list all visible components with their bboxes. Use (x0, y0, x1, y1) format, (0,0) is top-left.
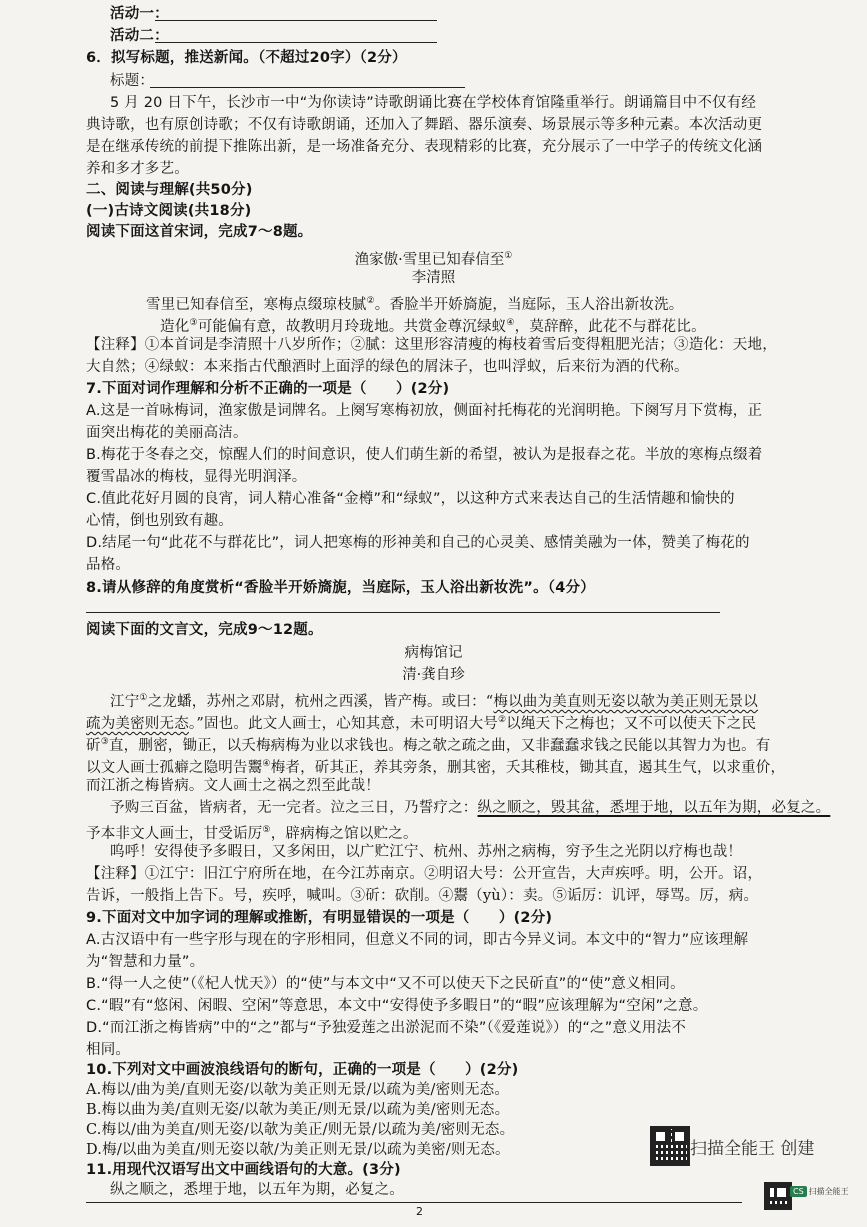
scanner-badge: CS 扫描全能王 (790, 1186, 849, 1197)
news-paragraph-line: 5 月 20 日下午，长沙市一中“为你读诗”诗歌朗诵比赛在学校体育馆隆重举行。朗诵篇目中不仅有经 (110, 95, 757, 111)
prose-line: 呜呼！安得使予多暇日，又多闲田，以广贮江宁、杭州、苏州之病梅，穷予生之光阴以疗梅也哉！ (110, 844, 743, 860)
reading-intro: 阅读下面的文言文，完成9～12题。 (86, 622, 323, 638)
option-b-cont: 覆雪晶冰的梅枝，显得光明润泽。 (86, 469, 307, 485)
question-8-stem: 8.请从修辞的角度赏析“香脸半开娇旖旎，当庭际，玉人浴出新妆洗”。（4分） (86, 579, 595, 596)
question-7-stem: 7.下面对词作理解和分析不正确的一项是（ ）(2分) (86, 381, 450, 397)
option-b: B.梅花于冬春之交，惊醒人们的时间意识，使人们萌生新的希望，被认为是报春之花。半放的寒梅点缀着 (86, 447, 763, 463)
option-d-cont: 相同。 (86, 1042, 131, 1058)
option-c: C.梅以/曲为美直/则无姿/以欹为美正/则无景/以疏为美/密则无态。 (86, 1122, 515, 1138)
option-d-cont: 品格。 (86, 557, 131, 573)
answer-line (150, 87, 465, 88)
activity-one-label: 活动一： (110, 6, 169, 22)
option-d: D.“而江浙之梅皆病”中的“之”都与“予独爱莲之出淤泥而不染”（《爱莲说》）的“之”意义用法不 (86, 1020, 687, 1036)
option-a-cont: 面突出梅花的美丽高洁。 (86, 425, 248, 441)
prose-line: 而江浙之梅皆病。文人画士之祸之烈至此哉！ (86, 778, 380, 794)
option-a: A.古汉语中有一些字形与现在的字形相同，但意义不同的词，即古今异义词。本文中的“智力”应该理解 (86, 932, 749, 948)
poem-title: 渔家傲·雪里已知春信至① (354, 251, 513, 268)
poem-line: 雪里已知春信至，寒梅点缀琼枝腻②。香脸半开娇旖旎，当庭际，玉人浴出新妆洗。 (146, 296, 684, 313)
prose-title: 病梅馆记 (404, 645, 463, 661)
question-11-stem: 11.用现代汉语写出文中画线语句的大意。(3分) (86, 1162, 401, 1178)
prose-notes: 告诉，一般指上告下。号，疾呼，喊叫。③斫：砍削。④鬻（yù）：卖。⑤诟厉：讥评，辱骂。厉，病。 (86, 888, 759, 904)
prose-line: 江宁①之龙蟠，苏州之邓尉，杭州之西溪，皆产梅。或曰：“梅以曲为美直则无姿以欹为美正则无景以 (110, 693, 759, 710)
option-d: D.结尾一句“此花不与群花比”，词人把寒梅的形神美和自己的心灵美、感情美融为一体，赞美了梅花的 (86, 535, 750, 551)
option-a: A.梅以/曲为美/直则无姿/以欹为美正则无景/以疏为美/密则无态。 (86, 1082, 510, 1098)
scanner-watermark: 扫描全能王 创建 (690, 1139, 815, 1159)
prose-notes: 【注释】①江宁：旧江宁府所在地，在今江苏南京。②明诏大号：公开宣告，大声疾呼。明，公开。诏， (86, 866, 763, 882)
answer-line (86, 612, 720, 613)
qr-code-icon (764, 1182, 792, 1210)
option-c: C.“暇”有“悠闲、闲暇、空闲”等意思，本文中“安得使予多暇日”的“暇”应该理解为“空闲”之意。 (86, 998, 708, 1014)
option-b: B.“得一人之使”（《杞人忧天》）的“使”与本文中“又不可以使天下之民斫直”的“使”意义相同。 (86, 976, 685, 992)
poem-notes: 【注释】①本首词是李清照十八岁所作；②腻：这里形容清瘦的梅枝着雪后变得粗肥光洁；③造化：天地， (86, 337, 777, 353)
question-6-stem: 6．拟写标题，推送新闻。（不超过20字）（2分） (86, 50, 407, 66)
answer-line (86, 1202, 742, 1203)
option-a-cont: 为“智慧和力量”。 (86, 954, 205, 970)
option-b: B.梅以曲为美/直则无姿/以欹为美正/则无景/以疏为美/密则无态。 (86, 1102, 510, 1118)
news-paragraph-line: 养和多才多艺。 (86, 161, 189, 177)
option-d: D.梅/以曲为美直/则无姿以欹/为美正则无景/以疏为美密/则无态。 (86, 1142, 510, 1158)
news-paragraph-line: 典诗歌，也有原创诗歌；不仅有诗歌朗诵，还加入了舞蹈、器乐演奏、场景展示等多种元素。本次活动更 (86, 117, 763, 133)
title-label: 标题： (110, 73, 155, 89)
answer-line (155, 42, 437, 43)
answer-line (155, 20, 437, 21)
prose-line: 予购三百盆，皆病者，无一完者。泣之三日，乃誓疗之：纵之顺之，毁其盆，悉埋于地，以五年为期，必复之。 (110, 800, 831, 816)
option-c: C.值此花好月圆的良宵，词人精心准备“金樽”和“绿蚁”，以这种方式来表达自己的生活情趣和愉快的 (86, 491, 735, 507)
poem-line: 造化③可能偏有意，故教明月玲珑地。共赏金尊沉绿蚁④，莫辞醉，此花不与群花比。 (160, 318, 706, 335)
option-a: A.这是一首咏梅词，渔家傲是词牌名。上阕写寒梅初放，侧面衬托梅花的光润明艳。下阕写月下赏梅，正 (86, 403, 763, 419)
section-heading: 二、阅读与理解(共50分) (86, 182, 253, 198)
activity-two-label: 活动二： (110, 28, 169, 44)
subsection-heading: (一)古诗文阅读(共18分) (86, 203, 252, 219)
option-c-cont: 心情，倒也别致有趣。 (86, 513, 233, 529)
prose-line: 疏为美密则无态。”固也。此文人画士，心知其意，未可明诏大号②以绳天下之梅也；又不可以使天下之民 (86, 715, 757, 732)
prose-line: 斫③直，删密，锄正，以夭梅病梅为业以求钱也。梅之欹之疏之曲，又非蠢蠢求钱之民能以其智力为也。有 (86, 737, 771, 754)
question-11-quote: 纵之顺之，悉埋于地，以五年为期，必复之。 (110, 1182, 404, 1198)
prose-line: 予本非文人画士，甘受诟厉⑤，辟病梅之馆以贮之。 (86, 825, 418, 842)
prose-line: 以文人画士孤癖之隐明告鬻④梅者，斫其正，养其旁条，删其密，夭其稚枝，锄其直，遏其生气，以求重价， (86, 759, 786, 776)
qr-code-icon (650, 1126, 690, 1166)
poem-notes: 大自然；④绿蚁：本来指古代酿酒时上面浮的绿色的屑沫子，也叫浮蚁，后来衍为酒的代称。 (86, 359, 689, 375)
news-paragraph-line: 是在继承传统的前提下推陈出新，是一场准备充分、表现精彩的比赛，充分展示了一中学子的传统文化涵 (86, 139, 763, 155)
question-10-stem: 10.下列对文中画波浪线语句的断句，正确的一项是（ ）(2分) (86, 1062, 519, 1078)
prose-author: 清·龚自珍 (402, 667, 465, 683)
page-number: 2 (416, 1205, 424, 1218)
app-logo-icon: CS (790, 1186, 807, 1197)
question-9-stem: 9.下面对文中加字词的理解或推断，有明显错误的一项是（ ）(2分) (86, 910, 553, 926)
reading-intro: 阅读下面这首宋词，完成7～8题。 (86, 224, 313, 240)
poem-author: 李清照 (411, 270, 456, 286)
